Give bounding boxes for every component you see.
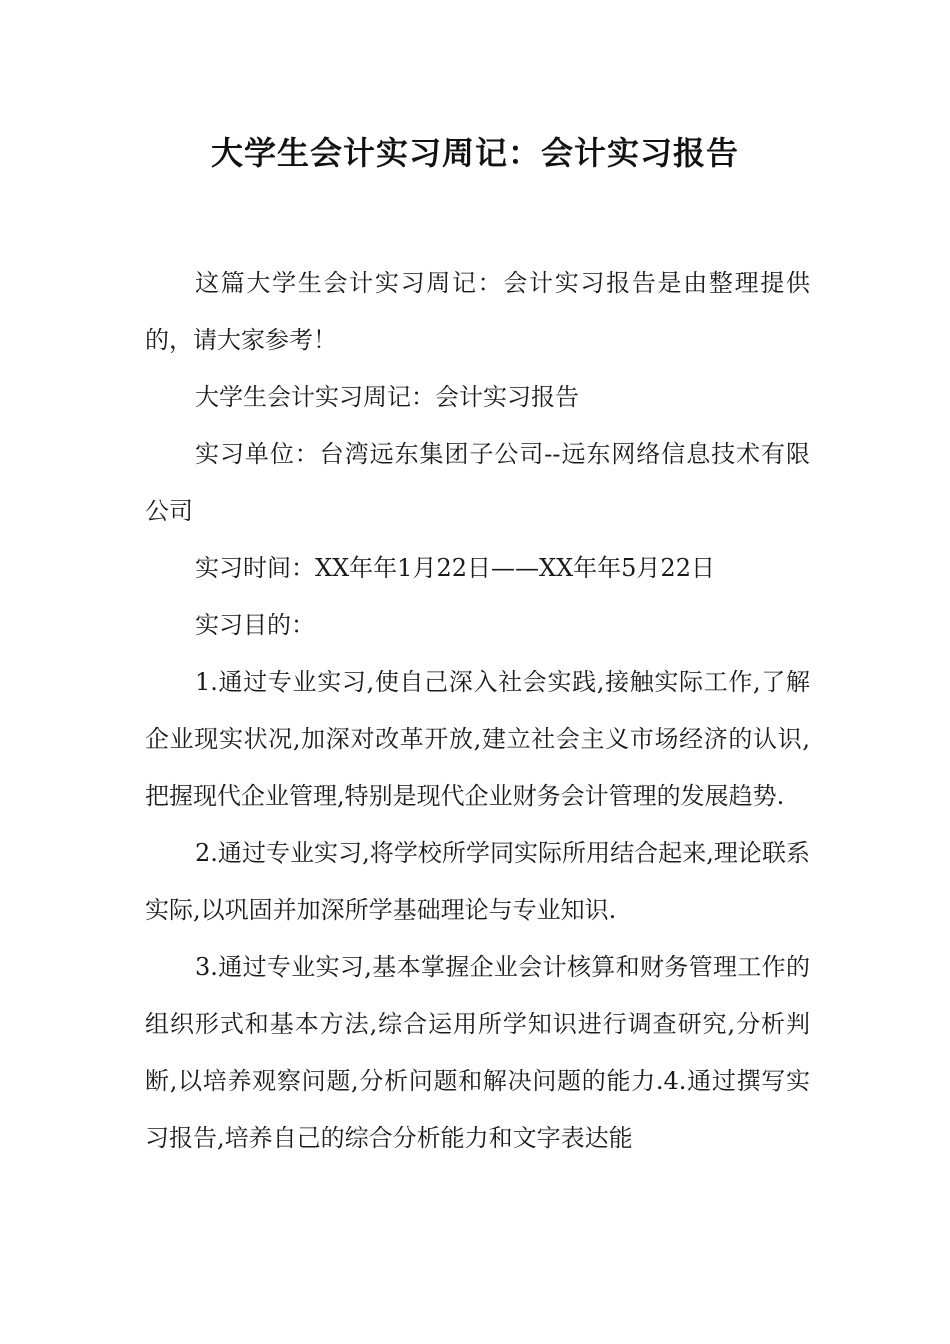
paragraph-time: 实习时间：XX年年1月22日——XX年年5月22日 (195, 554, 715, 582)
paragraph-purpose-label: 实习目的： (195, 611, 315, 639)
paragraph-intro: 这篇大学生会计实习周记：会计实习报告是由整理提供的，请大家参考！ (145, 269, 810, 354)
paragraph-purpose-2: 2.通过专业实习,将学校所学同实际所用结合起来,理论联系实际,以巩固并加深所学基础理论与专业知识. (145, 839, 810, 924)
paragraph-heading: 大学生会计实习周记：会计实习报告 (195, 383, 579, 411)
document-title: 大学生会计实习周记：会计实习报告 (210, 134, 739, 172)
document-body (145, 255, 810, 1167)
paragraph-unit: 实习单位：台湾远东集团子公司--远东网络信息技术有限公司 (145, 440, 810, 525)
paragraph-purpose-1: 1.通过专业实习,使自己深入社会实践,接触实际工作,了解企业现实状况,加深对改革开放,建立社会主义市场经济的认识,把握现代企业管理,特别是现代企业财务会计管理的发展趋势. (145, 668, 810, 810)
paragraph-purpose-3: 3.通过专业实习,基本掌握企业会计核算和财务管理工作的组织形式和基本方法,综合运用所学知识进行调查研究,分析判断,以培养观察问题,分析问题和解决问题的能力.4.通过撰写实习报告,培养自己的综合分析能力和文字表达能 (145, 953, 810, 1152)
